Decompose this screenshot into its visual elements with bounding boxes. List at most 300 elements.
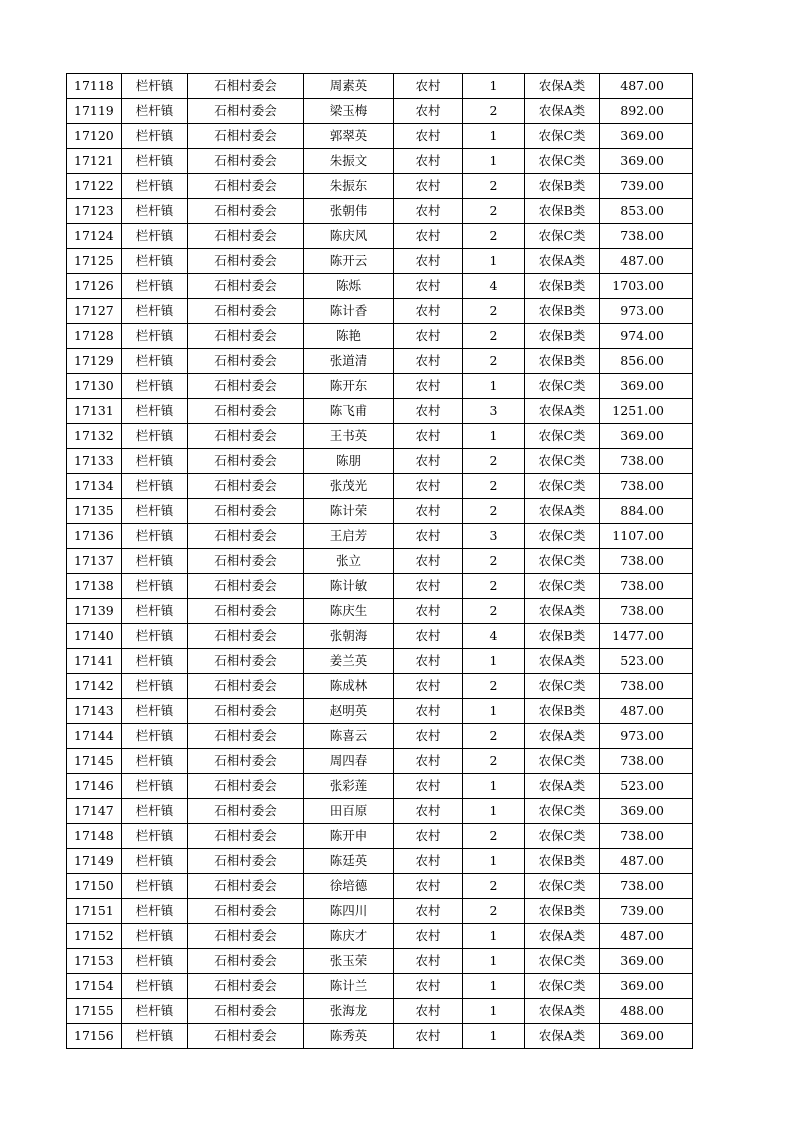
cell-town: 栏杆镇 xyxy=(122,399,188,424)
cell-town: 栏杆镇 xyxy=(122,749,188,774)
table-row xyxy=(67,649,693,674)
cell-category: 农保A类 xyxy=(525,599,600,624)
cell-name: 梁玉梅 xyxy=(304,99,394,124)
cell-name: 田百原 xyxy=(304,799,394,824)
cell-id: 17127 xyxy=(67,299,122,324)
cell-count: 1 xyxy=(463,949,525,974)
cell-amount: 738.00 xyxy=(600,549,693,574)
cell-category: 农保A类 xyxy=(525,649,600,674)
cell-category: 农保B类 xyxy=(525,324,600,349)
cell-area: 农村 xyxy=(394,149,463,174)
cell-area: 农村 xyxy=(394,1024,463,1049)
cell-name: 周四春 xyxy=(304,749,394,774)
table-row xyxy=(67,874,693,899)
cell-id: 17120 xyxy=(67,124,122,149)
cell-amount: 738.00 xyxy=(600,599,693,624)
cell-count: 1 xyxy=(463,374,525,399)
cell-count: 2 xyxy=(463,99,525,124)
cell-category: 农保C类 xyxy=(525,424,600,449)
cell-name: 徐培德 xyxy=(304,874,394,899)
table-row xyxy=(67,724,693,749)
cell-committee: 石相村委会 xyxy=(188,324,304,349)
cell-town: 栏杆镇 xyxy=(122,699,188,724)
cell-committee: 石相村委会 xyxy=(188,274,304,299)
cell-name: 陈庆才 xyxy=(304,924,394,949)
cell-amount: 738.00 xyxy=(600,874,693,899)
cell-count: 1 xyxy=(463,924,525,949)
cell-committee: 石相村委会 xyxy=(188,724,304,749)
cell-town: 栏杆镇 xyxy=(122,74,188,99)
cell-id: 17132 xyxy=(67,424,122,449)
cell-area: 农村 xyxy=(394,624,463,649)
cell-town: 栏杆镇 xyxy=(122,899,188,924)
cell-id: 17128 xyxy=(67,324,122,349)
cell-town: 栏杆镇 xyxy=(122,599,188,624)
cell-town: 栏杆镇 xyxy=(122,424,188,449)
cell-name: 陈计荣 xyxy=(304,499,394,524)
cell-name: 陈朋 xyxy=(304,449,394,474)
cell-id: 17123 xyxy=(67,199,122,224)
cell-name: 陈开云 xyxy=(304,249,394,274)
cell-count: 2 xyxy=(463,299,525,324)
cell-committee: 石相村委会 xyxy=(188,124,304,149)
cell-town: 栏杆镇 xyxy=(122,974,188,999)
cell-name: 陈计敏 xyxy=(304,574,394,599)
table-row xyxy=(67,199,693,224)
cell-name: 张道清 xyxy=(304,349,394,374)
cell-committee: 石相村委会 xyxy=(188,949,304,974)
cell-town: 栏杆镇 xyxy=(122,449,188,474)
cell-category: 农保B类 xyxy=(525,849,600,874)
table-row xyxy=(67,849,693,874)
cell-amount: 369.00 xyxy=(600,949,693,974)
cell-town: 栏杆镇 xyxy=(122,724,188,749)
table-row xyxy=(67,424,693,449)
cell-town: 栏杆镇 xyxy=(122,224,188,249)
cell-count: 3 xyxy=(463,399,525,424)
cell-amount: 369.00 xyxy=(600,974,693,999)
cell-count: 2 xyxy=(463,324,525,349)
cell-town: 栏杆镇 xyxy=(122,924,188,949)
cell-area: 农村 xyxy=(394,899,463,924)
cell-category: 农保C类 xyxy=(525,574,600,599)
table-row xyxy=(67,399,693,424)
cell-name: 张茂光 xyxy=(304,474,394,499)
cell-count: 2 xyxy=(463,499,525,524)
cell-count: 4 xyxy=(463,274,525,299)
cell-count: 2 xyxy=(463,449,525,474)
cell-amount: 487.00 xyxy=(600,849,693,874)
cell-amount: 856.00 xyxy=(600,349,693,374)
cell-town: 栏杆镇 xyxy=(122,124,188,149)
cell-count: 2 xyxy=(463,574,525,599)
cell-committee: 石相村委会 xyxy=(188,974,304,999)
cell-committee: 石相村委会 xyxy=(188,774,304,799)
cell-committee: 石相村委会 xyxy=(188,349,304,374)
table-row xyxy=(67,524,693,549)
cell-town: 栏杆镇 xyxy=(122,199,188,224)
cell-town: 栏杆镇 xyxy=(122,99,188,124)
cell-count: 2 xyxy=(463,674,525,699)
cell-id: 17148 xyxy=(67,824,122,849)
cell-category: 农保A类 xyxy=(525,399,600,424)
cell-count: 2 xyxy=(463,174,525,199)
cell-amount: 369.00 xyxy=(600,424,693,449)
table-row xyxy=(67,124,693,149)
cell-name: 郭翠英 xyxy=(304,124,394,149)
cell-count: 1 xyxy=(463,699,525,724)
cell-count: 2 xyxy=(463,874,525,899)
table-row xyxy=(67,499,693,524)
cell-area: 农村 xyxy=(394,824,463,849)
cell-committee: 石相村委会 xyxy=(188,149,304,174)
cell-committee: 石相村委会 xyxy=(188,599,304,624)
cell-id: 17146 xyxy=(67,774,122,799)
cell-committee: 石相村委会 xyxy=(188,474,304,499)
cell-id: 17135 xyxy=(67,499,122,524)
cell-area: 农村 xyxy=(394,174,463,199)
cell-name: 陈喜云 xyxy=(304,724,394,749)
cell-area: 农村 xyxy=(394,699,463,724)
cell-amount: 488.00 xyxy=(600,999,693,1024)
cell-category: 农保A类 xyxy=(525,724,600,749)
cell-id: 17136 xyxy=(67,524,122,549)
cell-amount: 738.00 xyxy=(600,574,693,599)
cell-town: 栏杆镇 xyxy=(122,374,188,399)
table-row xyxy=(67,974,693,999)
table-row xyxy=(67,799,693,824)
cell-category: 农保A类 xyxy=(525,1024,600,1049)
cell-amount: 853.00 xyxy=(600,199,693,224)
cell-amount: 738.00 xyxy=(600,474,693,499)
cell-category: 农保C类 xyxy=(525,949,600,974)
cell-town: 栏杆镇 xyxy=(122,999,188,1024)
cell-count: 2 xyxy=(463,824,525,849)
cell-area: 农村 xyxy=(394,724,463,749)
cell-id: 17121 xyxy=(67,149,122,174)
cell-committee: 石相村委会 xyxy=(188,99,304,124)
cell-id: 17142 xyxy=(67,674,122,699)
cell-id: 17118 xyxy=(67,74,122,99)
cell-committee: 石相村委会 xyxy=(188,1024,304,1049)
cell-town: 栏杆镇 xyxy=(122,674,188,699)
cell-amount: 369.00 xyxy=(600,1024,693,1049)
cell-committee: 石相村委会 xyxy=(188,799,304,824)
cell-amount: 487.00 xyxy=(600,74,693,99)
cell-id: 17153 xyxy=(67,949,122,974)
cell-area: 农村 xyxy=(394,549,463,574)
cell-category: 农保A类 xyxy=(525,999,600,1024)
cell-name: 陈廷英 xyxy=(304,849,394,874)
cell-name: 陈计香 xyxy=(304,299,394,324)
cell-name: 陈艳 xyxy=(304,324,394,349)
cell-id: 17155 xyxy=(67,999,122,1024)
cell-area: 农村 xyxy=(394,224,463,249)
cell-category: 农保C类 xyxy=(525,524,600,549)
table-row xyxy=(67,574,693,599)
cell-area: 农村 xyxy=(394,524,463,549)
cell-area: 农村 xyxy=(394,349,463,374)
table-row xyxy=(67,374,693,399)
cell-name: 陈开申 xyxy=(304,824,394,849)
cell-town: 栏杆镇 xyxy=(122,774,188,799)
cell-area: 农村 xyxy=(394,249,463,274)
table-row xyxy=(67,274,693,299)
cell-count: 2 xyxy=(463,474,525,499)
cell-category: 农保B类 xyxy=(525,699,600,724)
cell-town: 栏杆镇 xyxy=(122,274,188,299)
cell-id: 17134 xyxy=(67,474,122,499)
cell-area: 农村 xyxy=(394,474,463,499)
cell-amount: 1251.00 xyxy=(600,399,693,424)
cell-amount: 369.00 xyxy=(600,124,693,149)
cell-name: 朱振东 xyxy=(304,174,394,199)
cell-committee: 石相村委会 xyxy=(188,499,304,524)
cell-id: 17126 xyxy=(67,274,122,299)
cell-id: 17119 xyxy=(67,99,122,124)
cell-count: 2 xyxy=(463,749,525,774)
cell-name: 陈四川 xyxy=(304,899,394,924)
cell-id: 17145 xyxy=(67,749,122,774)
cell-category: 农保A类 xyxy=(525,774,600,799)
cell-town: 栏杆镇 xyxy=(122,549,188,574)
table-row xyxy=(67,149,693,174)
cell-count: 1 xyxy=(463,849,525,874)
cell-id: 17125 xyxy=(67,249,122,274)
cell-name: 陈开东 xyxy=(304,374,394,399)
cell-area: 农村 xyxy=(394,424,463,449)
cell-area: 农村 xyxy=(394,199,463,224)
cell-category: 农保C类 xyxy=(525,824,600,849)
cell-category: 农保C类 xyxy=(525,224,600,249)
cell-count: 1 xyxy=(463,74,525,99)
table-row xyxy=(67,324,693,349)
table-row xyxy=(67,924,693,949)
cell-committee: 石相村委会 xyxy=(188,899,304,924)
cell-category: 农保C类 xyxy=(525,974,600,999)
cell-town: 栏杆镇 xyxy=(122,474,188,499)
cell-town: 栏杆镇 xyxy=(122,949,188,974)
cell-committee: 石相村委会 xyxy=(188,699,304,724)
cell-amount: 739.00 xyxy=(600,174,693,199)
cell-category: 农保C类 xyxy=(525,874,600,899)
cell-id: 17130 xyxy=(67,374,122,399)
cell-name: 陈秀英 xyxy=(304,1024,394,1049)
cell-town: 栏杆镇 xyxy=(122,799,188,824)
table-row xyxy=(67,449,693,474)
cell-name: 张立 xyxy=(304,549,394,574)
records-table xyxy=(66,73,693,1049)
cell-town: 栏杆镇 xyxy=(122,649,188,674)
table-row xyxy=(67,74,693,99)
cell-committee: 石相村委会 xyxy=(188,174,304,199)
cell-town: 栏杆镇 xyxy=(122,299,188,324)
cell-amount: 369.00 xyxy=(600,374,693,399)
cell-id: 17152 xyxy=(67,924,122,949)
cell-category: 农保A类 xyxy=(525,249,600,274)
cell-category: 农保C类 xyxy=(525,549,600,574)
cell-town: 栏杆镇 xyxy=(122,499,188,524)
cell-committee: 石相村委会 xyxy=(188,374,304,399)
cell-category: 农保B类 xyxy=(525,899,600,924)
cell-amount: 738.00 xyxy=(600,224,693,249)
cell-area: 农村 xyxy=(394,874,463,899)
cell-committee: 石相村委会 xyxy=(188,674,304,699)
cell-id: 17138 xyxy=(67,574,122,599)
cell-amount: 487.00 xyxy=(600,924,693,949)
cell-name: 陈飞甫 xyxy=(304,399,394,424)
cell-area: 农村 xyxy=(394,374,463,399)
cell-area: 农村 xyxy=(394,599,463,624)
cell-amount: 892.00 xyxy=(600,99,693,124)
cell-town: 栏杆镇 xyxy=(122,824,188,849)
cell-area: 农村 xyxy=(394,799,463,824)
cell-amount: 738.00 xyxy=(600,674,693,699)
table-row xyxy=(67,674,693,699)
cell-town: 栏杆镇 xyxy=(122,174,188,199)
cell-name: 张朝伟 xyxy=(304,199,394,224)
cell-town: 栏杆镇 xyxy=(122,574,188,599)
cell-category: 农保C类 xyxy=(525,799,600,824)
cell-category: 农保B类 xyxy=(525,299,600,324)
table-row xyxy=(67,999,693,1024)
table-row xyxy=(67,949,693,974)
cell-name: 张海龙 xyxy=(304,999,394,1024)
cell-amount: 523.00 xyxy=(600,774,693,799)
cell-committee: 石相村委会 xyxy=(188,999,304,1024)
cell-count: 1 xyxy=(463,974,525,999)
cell-category: 农保B类 xyxy=(525,174,600,199)
cell-id: 17149 xyxy=(67,849,122,874)
cell-committee: 石相村委会 xyxy=(188,249,304,274)
cell-count: 1 xyxy=(463,774,525,799)
cell-area: 农村 xyxy=(394,924,463,949)
table-row xyxy=(67,224,693,249)
cell-area: 农村 xyxy=(394,499,463,524)
cell-amount: 523.00 xyxy=(600,649,693,674)
table-body xyxy=(67,74,693,1049)
table-row xyxy=(67,699,693,724)
cell-count: 4 xyxy=(463,624,525,649)
cell-amount: 1703.00 xyxy=(600,274,693,299)
cell-area: 农村 xyxy=(394,674,463,699)
cell-category: 农保C类 xyxy=(525,749,600,774)
cell-committee: 石相村委会 xyxy=(188,399,304,424)
cell-count: 2 xyxy=(463,599,525,624)
cell-name: 张朝海 xyxy=(304,624,394,649)
cell-amount: 974.00 xyxy=(600,324,693,349)
table-row xyxy=(67,599,693,624)
cell-amount: 487.00 xyxy=(600,699,693,724)
cell-amount: 973.00 xyxy=(600,724,693,749)
cell-id: 17140 xyxy=(67,624,122,649)
cell-area: 农村 xyxy=(394,99,463,124)
cell-count: 1 xyxy=(463,149,525,174)
cell-area: 农村 xyxy=(394,974,463,999)
cell-town: 栏杆镇 xyxy=(122,524,188,549)
cell-category: 农保B类 xyxy=(525,274,600,299)
cell-town: 栏杆镇 xyxy=(122,849,188,874)
cell-committee: 石相村委会 xyxy=(188,874,304,899)
table-row xyxy=(67,824,693,849)
cell-committee: 石相村委会 xyxy=(188,224,304,249)
cell-town: 栏杆镇 xyxy=(122,349,188,374)
cell-area: 农村 xyxy=(394,449,463,474)
cell-amount: 1477.00 xyxy=(600,624,693,649)
cell-area: 农村 xyxy=(394,949,463,974)
cell-id: 17150 xyxy=(67,874,122,899)
cell-committee: 石相村委会 xyxy=(188,849,304,874)
cell-amount: 973.00 xyxy=(600,299,693,324)
cell-area: 农村 xyxy=(394,649,463,674)
cell-amount: 884.00 xyxy=(600,499,693,524)
cell-category: 农保B类 xyxy=(525,199,600,224)
cell-area: 农村 xyxy=(394,749,463,774)
cell-area: 农村 xyxy=(394,774,463,799)
cell-name: 陈庆风 xyxy=(304,224,394,249)
cell-town: 栏杆镇 xyxy=(122,624,188,649)
cell-id: 17143 xyxy=(67,699,122,724)
cell-id: 17131 xyxy=(67,399,122,424)
cell-committee: 石相村委会 xyxy=(188,74,304,99)
cell-count: 2 xyxy=(463,224,525,249)
cell-area: 农村 xyxy=(394,574,463,599)
cell-count: 1 xyxy=(463,1024,525,1049)
cell-area: 农村 xyxy=(394,274,463,299)
cell-name: 张彩莲 xyxy=(304,774,394,799)
cell-committee: 石相村委会 xyxy=(188,449,304,474)
cell-id: 17129 xyxy=(67,349,122,374)
cell-id: 17156 xyxy=(67,1024,122,1049)
cell-town: 栏杆镇 xyxy=(122,324,188,349)
cell-name: 王启芳 xyxy=(304,524,394,549)
table-row xyxy=(67,249,693,274)
table-row xyxy=(67,174,693,199)
cell-name: 陈成林 xyxy=(304,674,394,699)
cell-amount: 738.00 xyxy=(600,449,693,474)
cell-amount: 738.00 xyxy=(600,749,693,774)
cell-id: 17122 xyxy=(67,174,122,199)
cell-committee: 石相村委会 xyxy=(188,524,304,549)
table-row xyxy=(67,899,693,924)
cell-town: 栏杆镇 xyxy=(122,149,188,174)
cell-committee: 石相村委会 xyxy=(188,299,304,324)
cell-count: 1 xyxy=(463,424,525,449)
cell-town: 栏杆镇 xyxy=(122,1024,188,1049)
cell-area: 农村 xyxy=(394,124,463,149)
cell-count: 1 xyxy=(463,649,525,674)
cell-name: 陈庆生 xyxy=(304,599,394,624)
cell-committee: 石相村委会 xyxy=(188,574,304,599)
cell-area: 农村 xyxy=(394,299,463,324)
cell-area: 农村 xyxy=(394,74,463,99)
cell-count: 2 xyxy=(463,199,525,224)
table-row xyxy=(67,299,693,324)
cell-count: 1 xyxy=(463,999,525,1024)
cell-committee: 石相村委会 xyxy=(188,924,304,949)
cell-committee: 石相村委会 xyxy=(188,749,304,774)
cell-committee: 石相村委会 xyxy=(188,424,304,449)
cell-category: 农保C类 xyxy=(525,674,600,699)
cell-name: 张玉荣 xyxy=(304,949,394,974)
cell-category: 农保C类 xyxy=(525,374,600,399)
cell-area: 农村 xyxy=(394,849,463,874)
cell-id: 17137 xyxy=(67,549,122,574)
cell-category: 农保C类 xyxy=(525,449,600,474)
table-row xyxy=(67,349,693,374)
cell-count: 2 xyxy=(463,349,525,374)
cell-town: 栏杆镇 xyxy=(122,249,188,274)
